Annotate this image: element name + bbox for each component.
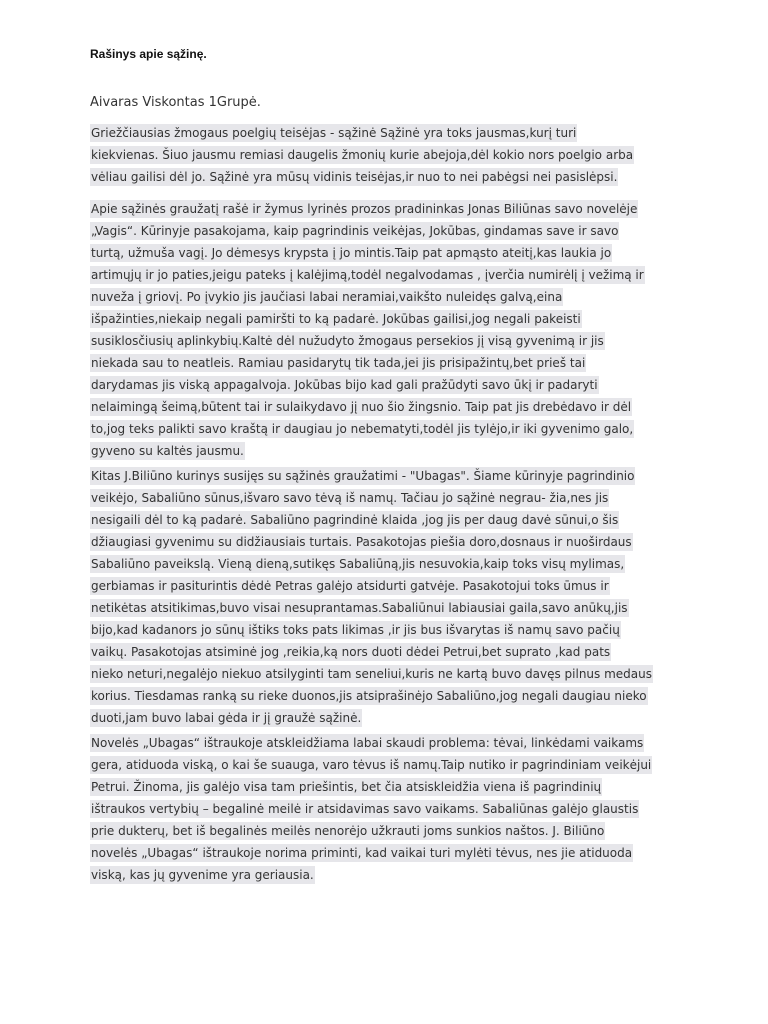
text-line: korius. Tiesdamas ranką su rieke duonos,jis atsiprašinėjo Sabaliūno,jog negali daugiau nieko [91, 689, 647, 703]
text-line: „Vagis“. Kūrinyje pasakojama, kaip pagrindinis veikėjas, Jokūbas, gindamas save ir savo [91, 224, 619, 238]
text-line: duoti,jam buvo labai gėda ir jį graužė sąžinė. [91, 711, 362, 725]
text-line: gera, atiduoda viską, o kai še suauga, varo tėvus iš namų.Taip nutiko ir pagrindiniam veikėjui [91, 758, 652, 772]
text-line: to,jog teks palikti savo kraštą ir daugiau jo nebematyti,todėl jis tylėjo,ir iki gyvenimo galo, [91, 422, 634, 436]
text-line: kiekvienas. Šiuo jausmu remiasi daugelis žmonių kurie abejoja,dėl kokio nors poelgio arba [91, 148, 634, 162]
text-line: Novelės „Ubagas“ ištraukoje atskleidžiama labai skaudi problema: tėvai, linkėdami vaikams [91, 736, 644, 750]
author-line: Aivaras Viskontas 1Grupė. [90, 95, 261, 110]
text-line: darydamas jis viską appagalvoja. Jokūbas bijo kad gali pražūdyti savo ūkį ir padaryti [91, 378, 598, 392]
text-line: nuveža į griovį. Po įvykio jis jaučiasi labai neramiai,vaikšto nuleidęs galvą,eina [91, 290, 563, 304]
text-line: džiaugiasi gyvenimu su didžiausiais turtais. Pasakotojas piešia doro,dosnaus ir nuoširdaus [91, 535, 632, 549]
text-line: vėliau gailisi dėl jo. Sąžinė yra mūsų vidinis teisėjas,ir nuo to nei pabėgsi nei pasislėpsi. [91, 170, 618, 184]
text-line: novelės „Ubagas“ ištraukoje norima priminti, kad vaikai turi mylėti tėvus, nes jie atiduoda [91, 846, 633, 860]
text-line: Kitas J.Biliūno kurinys susijęs su sąžinės graužatimi - "Ubagas". Šiame kūrinyje pagrindinio [91, 469, 635, 483]
text-line: veikėjo, Sabaliūno sūnus,išvaro savo tėvą iš namų. Tačiau jo sąžinė negrau- žia,nes jis [91, 491, 609, 505]
text-line: bijo,kad kadanors jo sūnų ištiks toks pats likimas ,ir jis bus išvarytas iš namų savo pačių [91, 623, 620, 637]
text-line: viską, kas jų gyvenime yra geriausia. [91, 868, 314, 882]
text-line: turtą, užmuša vagį. Jo dėmesys krypsta į jo mintis.Taip pat apmąsto ateitį,kas laukia jo [91, 246, 612, 260]
text-line: Apie sąžinės graužatį rašė ir žymus lyrinės prozos pradininkas Jonas Biliūnas savo novelėje [91, 202, 638, 216]
text-line: niekada sau to neatleis. Ramiau pasidarytų tik tada,jei jis prisipažintų,bet prieš tai [91, 356, 586, 370]
text-line: prie dukterų, bet iš begalinės meilės nenorėjo užkrauti joms sunkios naštos. J. Biliūno [91, 824, 605, 838]
text-line: gerbiamas ir pasiturintis dėdė Petras galėjo atsidurti gatvėje. Pasakotojui toks ūmus ir [91, 579, 609, 593]
paragraph-1 [88, 122, 678, 188]
text-line: nieko neturi,negalėjo niekuo atsilyginti tam seneliui,kuris ne kartą buvo davęs pilnus medaus [91, 667, 652, 681]
document-title: Rašinys apie sąžinę. [90, 47, 207, 61]
text-line: netikėtas atsitikimas,buvo visai nesuprantamas.Sabaliūnui labiausiai gaila,savo anūkų,jis [91, 601, 628, 615]
text-line: išpažinties,niekaip negali pamiršti to ką padarė. Jokūbas gailisi,jog negali pakeisti [91, 312, 581, 326]
text-line: artimųjų ir jo paties,jeigu pateks į kalėjimą,todėl negalvodamas , įverčia numirėlį į vežimą ir [91, 268, 644, 282]
text-line: Sabaliūno paveikslą. Vieną dieną,sutikęs Sabaliūną,jis nesuvokia,kaip toks visų mylimas, [91, 557, 625, 571]
paragraph-2 [88, 198, 678, 462]
text-line: Petrui. Žinoma, jis galėjo visa tam priešintis, bet čia atsiskleidžia viena iš pagrindinių [91, 780, 602, 794]
text-line: nesigaili dėl to ką padarė. Sabaliūno pagrindinė klaida ,jog jis per daug davė sūnui,o šis [91, 513, 619, 527]
text-line: Griežčiausias žmogaus poelgių teisėjas - sąžinė Sąžinė yra toks jausmas,kurį turi [91, 126, 577, 140]
text-line: susiklosčiusių aplinkybių.Kaltė dėl nužudyto žmogaus persekios jį visą gyvenimą ir jis [91, 334, 604, 348]
text-line: vaikų. Pasakotojas atsiminė jog ,reikia,ką nors duoti dėdei Petrui,bet suprato ,kad pats [91, 645, 611, 659]
text-line: gyveno su kaltės jausmu. [91, 444, 244, 458]
paragraph-3 [88, 465, 678, 729]
text-line: ištraukos vertybių – begalinė meilė ir atsidavimas savo vaikams. Sabaliūnas galėjo glaustis [91, 802, 639, 816]
paragraph-4 [88, 732, 678, 886]
text-line: nelaimingą šeimą,būtent tai ir sulaikydavo jį nuo šio žingsnio. Taip pat jis drebėdavo ir dėl [91, 400, 632, 414]
